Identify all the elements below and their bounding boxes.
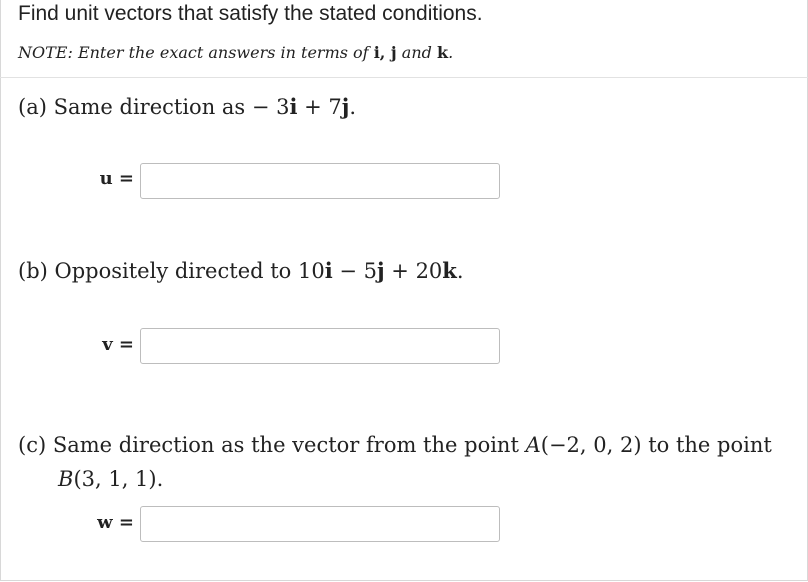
part-b-question [18,258,464,283]
part-c-point-a: A [525,433,541,457]
v-answer-input[interactable] [140,328,500,364]
u-answer-input[interactable] [140,163,500,199]
part-c-line2 [18,462,772,496]
header-divider [0,77,808,78]
w-answer-input[interactable] [140,506,500,542]
part-c-point-b: B [58,467,74,491]
part-b-minus: − 5 [332,259,378,283]
part-a-question [18,94,356,119]
w-label: w = [97,512,134,533]
instruction-text: Find unit vectors that satisfy the stated conditions. [18,2,483,25]
note-and: and [396,43,437,62]
part-a-plus: + 7 [297,95,342,119]
part-a-j: j [341,94,350,119]
note-prefix: NOTE: Enter the exact answers in terms of [18,43,374,62]
part-a-end: . [349,95,357,119]
note-text [18,43,453,62]
part-a-label: (a) Same direction as − 3 [18,95,290,119]
part-b-j: j [377,258,385,283]
part-c-coords-a: (−2, 0, 2) to the point [540,433,772,457]
part-b-plus: + 20 [384,259,443,283]
part-c-line1: (c) Same direction as the vector from the point [18,433,526,457]
part-b-end: . [456,259,464,283]
part-b-i: i [324,258,333,283]
note-end: . [448,43,454,62]
part-b-k: k [442,258,457,283]
u-label: u = [99,168,134,189]
note-vectors: i, j [373,43,397,62]
note-k: k [436,43,449,62]
v-label: v = [102,334,134,355]
part-a-i: i [289,94,298,119]
part-c-coords-b: (3, 1, 1). [73,467,164,491]
part-b-label: (b) Oppositely directed to 10 [18,259,325,283]
part-c-question [18,428,772,496]
